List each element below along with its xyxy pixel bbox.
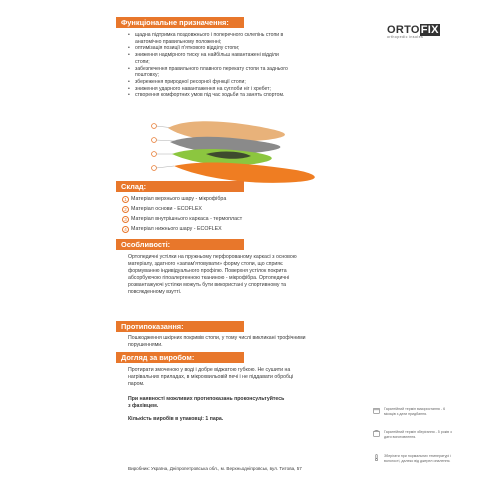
warranty-use-note <box>384 407 454 416</box>
list-item: • забезпечення правильного плавного перекату стопи та заднього поштовху; <box>133 66 293 79</box>
layer-number-badge: 2 <box>122 206 129 213</box>
quantity-text: Кількість виробів в упаковці: 1 пара. <box>128 416 224 422</box>
list-item: • зниження надмірного тиску на найбільш навантажені відділи стопи; <box>133 52 293 65</box>
bottom-layer <box>174 163 315 183</box>
purpose-heading-bar <box>116 17 244 28</box>
layer-number-badge: 3 <box>122 216 129 223</box>
composition-heading: Склад: <box>121 182 147 191</box>
list-item-label: Матеріал основи - ECOFLEX <box>131 206 202 212</box>
layer-number-badge: 1 <box>122 196 129 203</box>
layer-number-badge: 4 <box>122 226 129 233</box>
care-text: Протирати змоченою у воді і добре віджатою губкою. Не сушити на нагрівальних приладах, в мікрохвильовій печі і не піддавати обробці паром. <box>128 367 294 387</box>
list-item <box>122 204 362 214</box>
list-item <box>122 214 362 224</box>
contraindications-text: Пошкодження шкірних покривів стопи, у тому числі викликані трофічними порушеннями. <box>128 335 306 348</box>
warranty-storage-note <box>384 430 454 439</box>
box-icon <box>373 430 380 437</box>
features-text: Ортопедичні устілки на пружньому перфорованому каркасі з основою матеріалу, здатного «запам'ятовувати» форму стопи, що сприяє формуванню індивідуального профілю. Поверхня устілок покрита абсорбуючою гіпоалергенною тканиною - мікрофібра. Ортопедичні розвантажуючі устілки можуть бути використані у спортивному та повсякденному взутті. <box>128 254 297 295</box>
list-item <box>122 194 362 204</box>
purpose-heading: Функціональне призначення: <box>121 18 229 27</box>
list-item: • щадна підтримка поздовжнього і поперечного склепінь стопи в анатомічно правильному положенні; <box>133 32 293 45</box>
thermometer-icon <box>373 454 380 461</box>
contraindications-heading-bar <box>116 321 244 332</box>
side-note-text: Гарантійний термін використання - 6 місяців з дати придбання. <box>384 407 446 416</box>
purpose-list <box>128 32 293 99</box>
manufacturer-text: Виробник: Україна, Дніпропетровська обл., м. Верхньодніпровськ, вул. Титова, 57 <box>128 466 302 471</box>
logo-tagline: orthopedic insoles <box>387 35 424 39</box>
storage-conditions-note <box>384 454 454 463</box>
leaflet-page <box>116 14 367 490</box>
composition-list <box>122 194 362 234</box>
list-item-label: Матеріал внутрішнього каркаса - термопласт <box>131 216 243 222</box>
list-item: • зниження ударного навантаження на суглоби ніг і хребет; <box>133 86 293 93</box>
contraindications-heading: Протипоказання: <box>121 322 184 331</box>
list-item: • збереження природної ресорної функції стопи; <box>133 79 293 86</box>
care-heading-bar <box>116 352 244 363</box>
list-item-label: Матеріал нижнього шару - ECOFLEX <box>131 226 222 232</box>
list-item-label: Матеріал верхнього шару - мікрофібра <box>131 196 227 202</box>
list-item <box>122 224 362 234</box>
side-note-text: Зберігати при нормальних температурі і вологості, далеко від джерел опалення. <box>384 454 451 463</box>
list-item: • створення комфортних умов під час ходьби та занять спортом. <box>133 92 293 99</box>
logo-fix-text: FIX <box>420 24 439 36</box>
callout-markers <box>152 124 174 171</box>
calendar-icon <box>373 407 380 414</box>
care-heading: Догляд за виробом: <box>121 353 195 362</box>
warning-text: При наявності можливих протипоказань проконсультуйтесь з фахівцем. <box>128 396 285 409</box>
ortofix-logo <box>387 24 447 46</box>
list-item: • оптимізація позиції п'яткового відділу стопи; <box>133 45 293 52</box>
features-heading-bar <box>116 239 244 250</box>
side-note-text: Гарантійний термін зберігання - 5 років з дати виготовлення. <box>384 430 452 439</box>
features-heading: Особливості: <box>121 240 171 249</box>
composition-heading-bar <box>116 181 244 192</box>
logo-text: ORTO <box>387 24 420 36</box>
